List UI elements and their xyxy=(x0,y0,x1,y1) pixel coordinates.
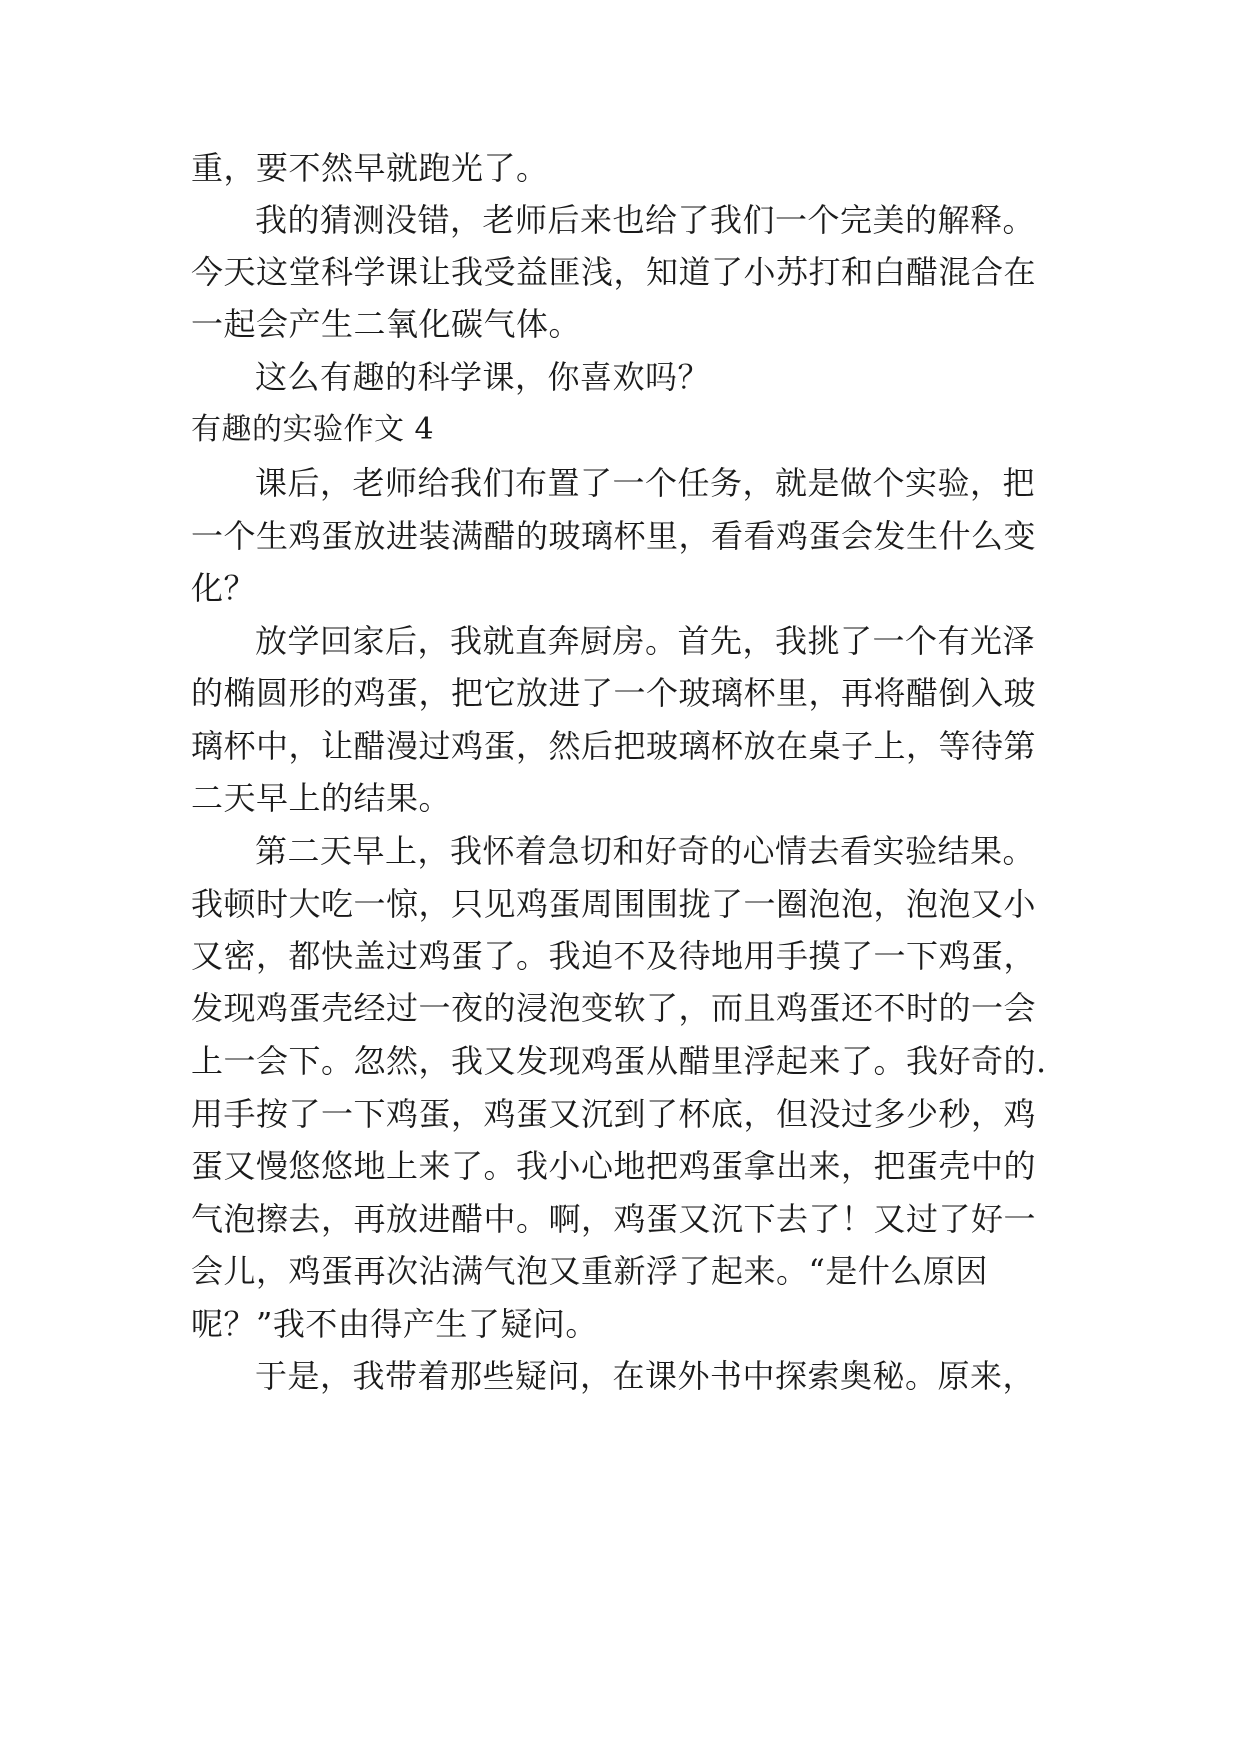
text-line: 一起会产生二氧化碳气体。 xyxy=(191,305,582,343)
text-line: 的椭圆形的鸡蛋，把它放进了一个玻璃杯里，再将醋倒入玻 xyxy=(191,674,1037,712)
text-line: 二天早上的结果。 xyxy=(191,779,452,817)
paragraph-start-line: 于是，我带着那些疑问，在课外书中探索奥秘。原来， xyxy=(255,1357,1036,1395)
text-line: 气泡擦去，再放进醋中。啊，鸡蛋又沉下去了！又过了好一 xyxy=(191,1200,1037,1238)
paragraph-start-line: 我的猜测没错，老师后来也给了我们一个完美的解释。 xyxy=(255,201,1036,239)
text-line: 璃杯中，让醋漫过鸡蛋，然后把玻璃杯放在桌子上，等待第 xyxy=(191,727,1037,765)
paragraph-start-line: 课后，老师给我们布置了一个任务，就是做个实验，把 xyxy=(255,464,1036,502)
paragraph-start-line: 这么有趣的科学课，你喜欢吗？ xyxy=(255,358,711,396)
text-line: 化？ xyxy=(191,569,257,607)
paragraph-start-line: 放学回家后，我就直奔厨房。首先，我挑了一个有光泽 xyxy=(255,622,1036,660)
text-line: 用手按了一下鸡蛋，鸡蛋又沉到了杯底，但没过多少秒，鸡 xyxy=(191,1095,1037,1133)
text-line: 蛋又慢悠悠地上来了。我小心地把鸡蛋拿出来，把蛋壳中的 xyxy=(191,1147,1037,1185)
text-line: 一个生鸡蛋放进装满醋的玻璃杯里，看看鸡蛋会发生什么变 xyxy=(191,517,1037,555)
paragraph-start-line: 第二天早上，我怀着急切和好奇的心情去看实验结果。 xyxy=(255,832,1036,870)
text-line: 呢？”我不由得产生了疑问。 xyxy=(191,1305,598,1343)
text-line: 上一会下。忽然，我又发现鸡蛋从醋里浮起来了。我好奇的. xyxy=(191,1042,1047,1080)
text-line: 重，要不然早就跑光了。 xyxy=(191,149,549,187)
text-line: 今天这堂科学课让我受益匪浅，知道了小苏打和白醋混合在 xyxy=(191,253,1037,291)
text-line: 发现鸡蛋壳经过一夜的浸泡变软了，而且鸡蛋还不时的一会 xyxy=(191,989,1037,1027)
text-line: 会儿，鸡蛋再次沾满气泡又重新浮了起来。“是什么原因 xyxy=(191,1252,988,1290)
text-line: 又密，都快盖过鸡蛋了。我迫不及待地用手摸了一下鸡蛋， xyxy=(191,937,1037,975)
text-line: 我顿时大吃一惊，只见鸡蛋周围围拢了一圈泡泡，泡泡又小 xyxy=(191,885,1037,923)
section-heading: 有趣的实验作文 4 xyxy=(191,412,435,447)
